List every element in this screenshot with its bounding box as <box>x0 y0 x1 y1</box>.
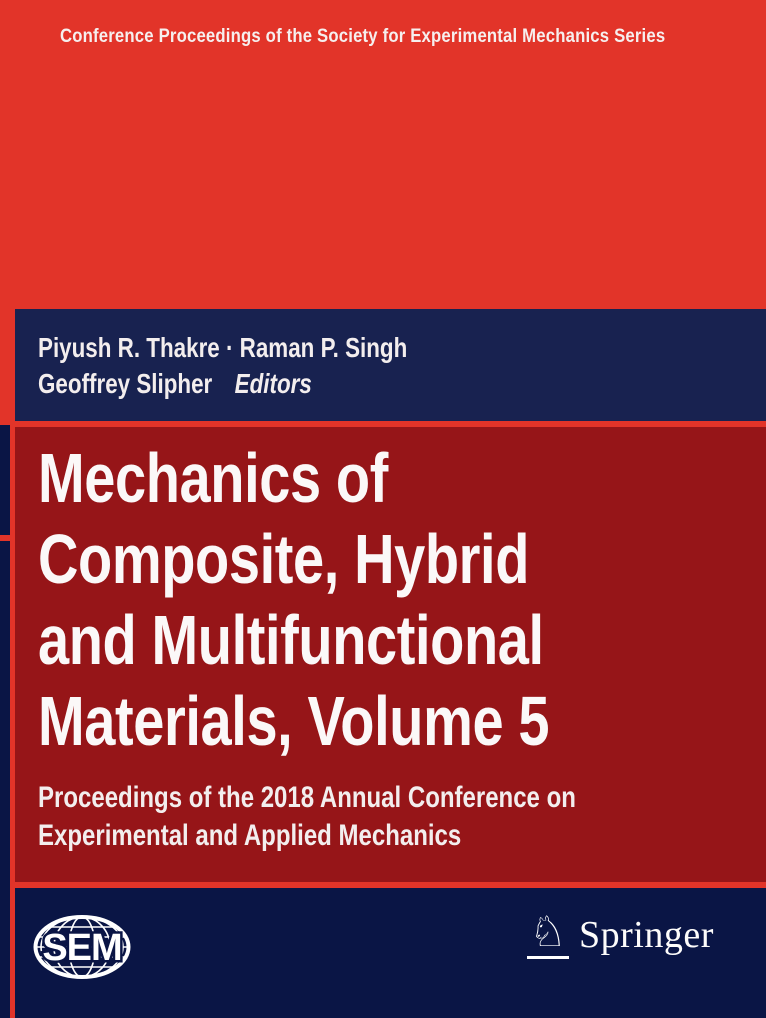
spine-notch <box>0 535 10 541</box>
footer-band <box>15 888 766 1018</box>
subtitle-line-1: Proceedings of the 2018 Annual Conference on <box>38 781 576 814</box>
springer-logo <box>527 907 714 959</box>
title-line-1: Mechanics of <box>38 439 388 517</box>
sem-logo-text: SEM <box>42 927 122 969</box>
editors-band <box>15 309 766 421</box>
book-title <box>38 438 549 762</box>
subtitle-line-2: Experimental and Applied Mechanics <box>38 819 462 852</box>
editors-text <box>38 330 407 402</box>
springer-wordmark: Springer <box>579 913 714 956</box>
series-title: Conference Proceedings of the Society for Experimental Mechanics Series <box>60 26 666 47</box>
book-subtitle <box>38 779 576 855</box>
springer-horse-mark <box>527 907 569 959</box>
sem-logo <box>32 914 132 980</box>
editors-line-2 <box>38 366 407 402</box>
title-block <box>15 427 766 882</box>
title-line-3: and Multifunctional <box>38 601 544 679</box>
springer-horse-icon: ♘ <box>529 907 567 956</box>
editors-role-label: Editors <box>234 368 312 399</box>
editor-name: Geoffrey Slipher <box>38 368 213 399</box>
title-line-2: Composite, Hybrid <box>38 520 530 598</box>
spine-strip <box>0 425 10 1018</box>
springer-underline <box>527 956 569 959</box>
editors-line-1: Piyush R. Thakre · Raman P. Singh <box>38 332 408 363</box>
title-line-4: Materials, Volume 5 <box>38 682 550 760</box>
